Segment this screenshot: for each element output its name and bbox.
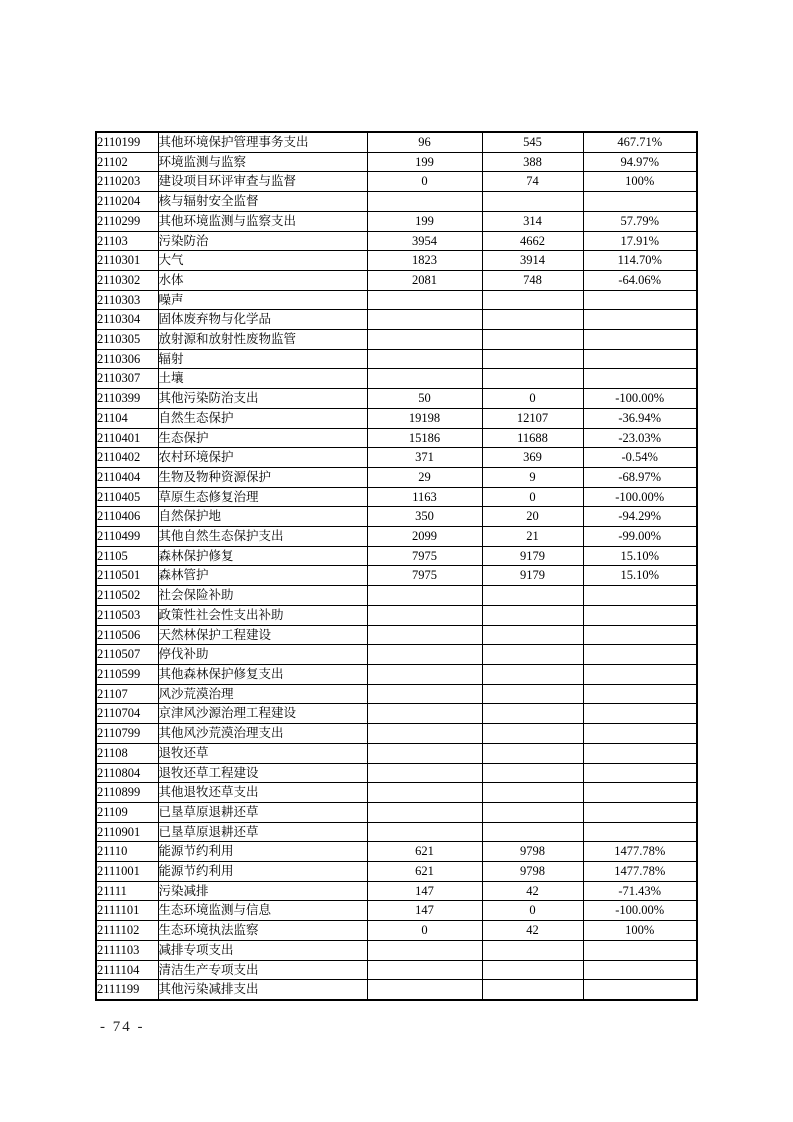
table-row [96,152,697,172]
cell-name: 其他森林保护修复支出 [158,664,367,684]
cell-code: 2110203 [96,172,158,192]
cell-value-prev [367,625,482,645]
cell-change-pct [583,586,697,606]
table-row [96,625,697,645]
cell-value-prev: 7975 [367,546,482,566]
cell-code: 2111001 [96,862,158,882]
table-row [96,389,697,409]
cell-change-pct: -36.94% [583,408,697,428]
cell-change-pct: 94.97% [583,152,697,172]
cell-name: 自然保护地 [158,507,367,527]
cell-value-current [482,645,583,665]
cell-change-pct [583,192,697,212]
cell-value-prev [367,822,482,842]
cell-value-current: 74 [482,172,583,192]
cell-value-current [482,586,583,606]
cell-code: 2110704 [96,704,158,724]
cell-name: 生态环境监测与信息 [158,901,367,921]
cell-value-current [482,783,583,803]
cell-change-pct [583,310,697,330]
cell-value-current: 42 [482,921,583,941]
cell-name: 固体废弃物与化学品 [158,310,367,330]
table-row [96,428,697,448]
table-row [96,783,697,803]
cell-code: 2110506 [96,625,158,645]
cell-name: 森林管护 [158,566,367,586]
cell-value-current: 11688 [482,428,583,448]
cell-change-pct: -100.00% [583,389,697,409]
cell-code: 2110502 [96,586,158,606]
table-row [96,763,697,783]
cell-name: 能源节约利用 [158,842,367,862]
cell-value-prev: 7975 [367,566,482,586]
table-row [96,132,697,152]
cell-name: 污染减排 [158,881,367,901]
cell-value-current [482,822,583,842]
cell-code: 2110305 [96,330,158,350]
cell-change-pct: -100.00% [583,901,697,921]
cell-value-prev: 15186 [367,428,482,448]
cell-name: 其他环境监测与监察支出 [158,211,367,231]
cell-value-current [482,763,583,783]
cell-name: 其他退牧还草支出 [158,783,367,803]
cell-value-prev: 50 [367,389,482,409]
cell-code: 2110599 [96,664,158,684]
cell-value-current [482,960,583,980]
cell-name: 政策性社会性支出补助 [158,605,367,625]
cell-name: 天然林保护工程建设 [158,625,367,645]
cell-value-prev [367,783,482,803]
cell-value-current: 4662 [482,231,583,251]
cell-name: 能源节约利用 [158,862,367,882]
table-row [96,270,697,290]
cell-value-prev [367,290,482,310]
cell-code: 2110204 [96,192,158,212]
cell-code: 2111199 [96,980,158,1000]
cell-change-pct [583,664,697,684]
cell-change-pct: 100% [583,921,697,941]
table-row [96,704,697,724]
cell-value-prev: 2099 [367,527,482,547]
cell-value-prev [367,192,482,212]
table-row [96,960,697,980]
cell-value-current: 9179 [482,566,583,586]
cell-value-current [482,940,583,960]
cell-change-pct [583,605,697,625]
cell-value-current [482,724,583,744]
cell-code: 2110302 [96,270,158,290]
cell-code: 2110899 [96,783,158,803]
cell-value-prev: 199 [367,152,482,172]
cell-value-prev [367,369,482,389]
cell-change-pct: -68.97% [583,467,697,487]
cell-code: 2110501 [96,566,158,586]
cell-code: 2110199 [96,132,158,152]
cell-value-prev: 147 [367,901,482,921]
budget-table [95,131,698,1001]
table-row [96,724,697,744]
cell-name: 社会保险补助 [158,586,367,606]
cell-name: 停伐补助 [158,645,367,665]
table-row [96,684,697,704]
cell-value-prev [367,763,482,783]
table-row [96,743,697,763]
table-row [96,586,697,606]
cell-name: 土壤 [158,369,367,389]
cell-code: 21107 [96,684,158,704]
cell-code: 2110402 [96,448,158,468]
table-row [96,842,697,862]
cell-value-current [482,684,583,704]
table-row [96,645,697,665]
cell-code: 21109 [96,802,158,822]
cell-change-pct [583,960,697,980]
table-row [96,369,697,389]
table-row [96,605,697,625]
cell-value-prev [367,960,482,980]
table-row [96,448,697,468]
cell-code: 2110405 [96,487,158,507]
cell-name: 其他风沙荒漠治理支出 [158,724,367,744]
cell-value-current: 21 [482,527,583,547]
table-row [96,330,697,350]
cell-code: 2110804 [96,763,158,783]
cell-change-pct: -0.54% [583,448,697,468]
cell-code: 2110901 [96,822,158,842]
cell-value-current: 9 [482,467,583,487]
cell-name: 大气 [158,251,367,271]
cell-name: 噪声 [158,290,367,310]
cell-value-current [482,349,583,369]
cell-code: 21102 [96,152,158,172]
cell-code: 2110303 [96,290,158,310]
table-body [96,132,697,1000]
cell-name: 退牧还草工程建设 [158,763,367,783]
cell-value-prev [367,310,482,330]
cell-name: 水体 [158,270,367,290]
cell-value-current: 545 [482,132,583,152]
cell-change-pct [583,349,697,369]
cell-value-current: 20 [482,507,583,527]
cell-code: 2110404 [96,467,158,487]
cell-value-prev: 147 [367,881,482,901]
cell-code: 21105 [96,546,158,566]
cell-code: 2110301 [96,251,158,271]
cell-change-pct: -71.43% [583,881,697,901]
table-row [96,862,697,882]
cell-value-prev: 1163 [367,487,482,507]
cell-value-current: 0 [482,901,583,921]
table-row [96,664,697,684]
cell-name: 建设项目环评审查与监督 [158,172,367,192]
cell-value-prev [367,743,482,763]
table-row [96,802,697,822]
cell-code: 2110299 [96,211,158,231]
cell-value-current [482,704,583,724]
cell-change-pct: 467.71% [583,132,697,152]
cell-value-prev [367,645,482,665]
cell-value-current: 9798 [482,862,583,882]
cell-name: 放射源和放射性废物监管 [158,330,367,350]
cell-code: 2111104 [96,960,158,980]
page-number: - 74 - [100,1019,145,1035]
cell-code: 2110499 [96,527,158,547]
cell-value-prev: 621 [367,842,482,862]
cell-value-prev [367,586,482,606]
cell-value-prev [367,724,482,744]
cell-value-prev [367,704,482,724]
table-row [96,921,697,941]
cell-name: 自然生态保护 [158,408,367,428]
cell-change-pct: 15.10% [583,566,697,586]
cell-change-pct [583,822,697,842]
cell-change-pct: 100% [583,172,697,192]
cell-value-prev [367,940,482,960]
cell-value-prev: 0 [367,921,482,941]
table-row [96,192,697,212]
cell-change-pct [583,645,697,665]
cell-name: 生态保护 [158,428,367,448]
cell-value-current: 388 [482,152,583,172]
cell-value-prev [367,684,482,704]
cell-value-current [482,802,583,822]
cell-value-prev [367,330,482,350]
cell-value-prev: 621 [367,862,482,882]
cell-change-pct [583,763,697,783]
cell-value-current: 9798 [482,842,583,862]
cell-value-prev: 19198 [367,408,482,428]
cell-name: 清洁生产专项支出 [158,960,367,980]
cell-value-prev: 371 [367,448,482,468]
cell-value-current [482,743,583,763]
cell-change-pct [583,290,697,310]
cell-name: 已垦草原退耕还草 [158,802,367,822]
cell-change-pct: 1477.78% [583,862,697,882]
cell-code: 2111101 [96,901,158,921]
cell-name: 减排专项支出 [158,940,367,960]
cell-value-current: 748 [482,270,583,290]
table-row [96,211,697,231]
cell-name: 退牧还草 [158,743,367,763]
cell-value-prev: 2081 [367,270,482,290]
cell-value-current [482,605,583,625]
table-row [96,310,697,330]
cell-change-pct [583,724,697,744]
cell-value-current [482,290,583,310]
cell-name: 生物及物种资源保护 [158,467,367,487]
cell-change-pct: -100.00% [583,487,697,507]
cell-change-pct: -99.00% [583,527,697,547]
cell-value-prev [367,605,482,625]
table-row [96,980,697,1000]
cell-code: 2110799 [96,724,158,744]
cell-name: 环境监测与监察 [158,152,367,172]
cell-name: 草原生态修复治理 [158,487,367,507]
cell-change-pct [583,625,697,645]
cell-value-current: 369 [482,448,583,468]
cell-code: 2110503 [96,605,158,625]
table-row [96,290,697,310]
cell-value-current [482,369,583,389]
cell-name: 其他自然生态保护支出 [158,527,367,547]
cell-name: 已垦草原退耕还草 [158,822,367,842]
cell-code: 2110507 [96,645,158,665]
cell-code: 2110307 [96,369,158,389]
cell-value-prev: 3954 [367,231,482,251]
cell-change-pct: -64.06% [583,270,697,290]
cell-name: 其他污染防治支出 [158,389,367,409]
table-row [96,881,697,901]
cell-change-pct [583,330,697,350]
cell-name: 核与辐射安全监督 [158,192,367,212]
cell-value-current [482,330,583,350]
table-row [96,487,697,507]
table-row [96,231,697,251]
table-row [96,467,697,487]
cell-change-pct: -23.03% [583,428,697,448]
cell-code: 2110306 [96,349,158,369]
cell-value-prev: 350 [367,507,482,527]
cell-change-pct [583,940,697,960]
cell-change-pct: 1477.78% [583,842,697,862]
cell-value-prev: 1823 [367,251,482,271]
cell-code: 2110401 [96,428,158,448]
cell-change-pct [583,980,697,1000]
cell-value-prev [367,664,482,684]
cell-code: 21103 [96,231,158,251]
cell-value-current: 9179 [482,546,583,566]
cell-value-current: 3914 [482,251,583,271]
cell-value-current [482,625,583,645]
cell-value-current: 0 [482,487,583,507]
cell-name: 森林保护修复 [158,546,367,566]
table-row [96,546,697,566]
cell-change-pct [583,369,697,389]
table-row [96,349,697,369]
cell-value-prev [367,802,482,822]
cell-change-pct: -94.29% [583,507,697,527]
table-row [96,408,697,428]
cell-code: 2111102 [96,921,158,941]
cell-name: 其他污染减排支出 [158,980,367,1000]
table-row [96,507,697,527]
cell-name: 京津风沙源治理工程建设 [158,704,367,724]
cell-code: 2110406 [96,507,158,527]
cell-value-current [482,192,583,212]
table-row [96,527,697,547]
cell-change-pct [583,743,697,763]
cell-code: 21108 [96,743,158,763]
cell-value-prev: 0 [367,172,482,192]
table-row [96,566,697,586]
cell-code: 21110 [96,842,158,862]
cell-value-current [482,980,583,1000]
table-row [96,822,697,842]
cell-value-prev: 199 [367,211,482,231]
cell-name: 污染防治 [158,231,367,251]
cell-code: 21104 [96,408,158,428]
table-row [96,940,697,960]
cell-change-pct [583,783,697,803]
cell-code: 2110304 [96,310,158,330]
cell-value-current: 12107 [482,408,583,428]
table-row [96,251,697,271]
cell-code: 21111 [96,881,158,901]
cell-name: 辐射 [158,349,367,369]
cell-value-current: 0 [482,389,583,409]
cell-change-pct: 17.91% [583,231,697,251]
cell-value-prev: 29 [367,467,482,487]
table-row [96,901,697,921]
cell-name: 生态环境执法监察 [158,921,367,941]
cell-change-pct [583,684,697,704]
cell-value-prev: 96 [367,132,482,152]
cell-value-prev [367,980,482,1000]
cell-value-current [482,310,583,330]
cell-change-pct: 57.79% [583,211,697,231]
cell-value-current: 314 [482,211,583,231]
table-row [96,172,697,192]
cell-code: 2111103 [96,940,158,960]
cell-value-current: 42 [482,881,583,901]
cell-change-pct [583,704,697,724]
cell-value-current [482,664,583,684]
cell-code: 2110399 [96,389,158,409]
cell-change-pct: 15.10% [583,546,697,566]
cell-value-prev [367,349,482,369]
cell-name: 农村环境保护 [158,448,367,468]
cell-name: 风沙荒漠治理 [158,684,367,704]
cell-name: 其他环境保护管理事务支出 [158,132,367,152]
cell-change-pct [583,802,697,822]
cell-change-pct: 114.70% [583,251,697,271]
